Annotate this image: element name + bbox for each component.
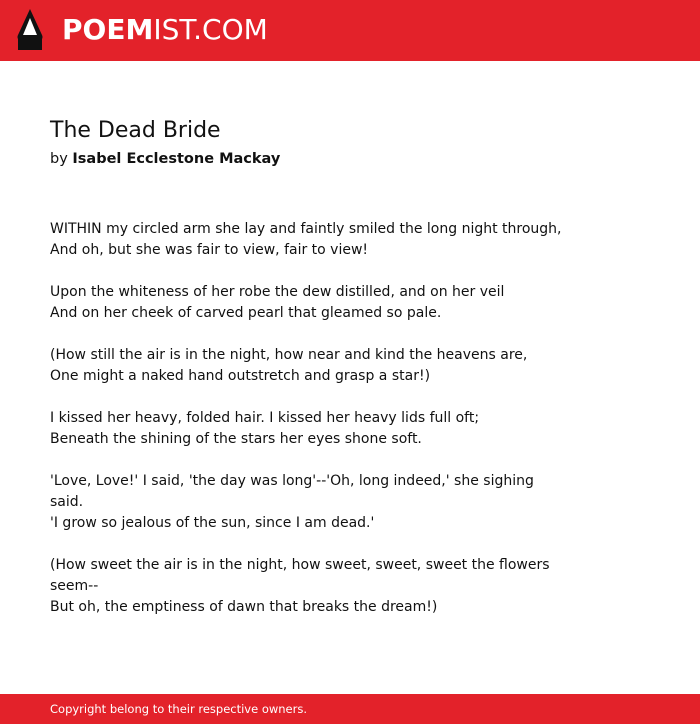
poem-line: WITHIN my circled arm she lay and faintly smiled the long night through,: [50, 221, 562, 237]
poem-line: One might a naked hand outstretch and grasp a star!): [50, 368, 431, 384]
poem-line: 'I grow so jealous of the sun, since I am dead.': [50, 515, 375, 531]
stanza: [50, 345, 570, 387]
by-label: by: [50, 151, 68, 167]
pencil-tip-icon[interactable]: [17, 9, 43, 51]
stanza: [50, 408, 570, 450]
byline: [50, 149, 280, 169]
poem-line: said.: [50, 494, 84, 510]
stanza: [50, 219, 570, 261]
stanza: [50, 471, 570, 534]
stanza: [50, 282, 570, 324]
poem-line: seem--: [50, 578, 99, 594]
poem-line: And on her cheek of carved pearl that gleamed so pale.: [50, 305, 442, 321]
stanza: [50, 555, 570, 618]
poem-line: (How sweet the air is in the night, how sweet, sweet, sweet the flowers: [50, 557, 550, 573]
logo-brand-light: IST.COM: [153, 13, 268, 46]
poem-line: (How still the air is in the night, how near and kind the heavens are,: [50, 347, 528, 363]
poem-line: But oh, the emptiness of dawn that breaks the dream!): [50, 599, 438, 615]
author-name: Isabel Ecclestone Mackay: [72, 151, 281, 167]
logo-brand-bold: POEM: [62, 13, 154, 46]
poem-title: The Dead Bride: [50, 118, 221, 143]
poem-line: Beneath the shining of the stars her eyes shone soft.: [50, 431, 422, 447]
poem-line: I kissed her heavy, folded hair. I kissed her heavy lids full oft;: [50, 410, 480, 426]
poem-line: And oh, but she was fair to view, fair to view!: [50, 242, 369, 258]
poem-body: [50, 219, 570, 639]
site-logo[interactable]: [62, 13, 268, 47]
copyright-notice: Copyright belong to their respective owners.: [50, 702, 308, 716]
poem-line: Upon the whiteness of her robe the dew distilled, and on her veil: [50, 284, 505, 300]
site-footer: [0, 694, 700, 724]
site-header: [0, 0, 700, 61]
poem-line: 'Love, Love!' I said, 'the day was long'--'Oh, long indeed,' she sighing: [50, 473, 534, 489]
